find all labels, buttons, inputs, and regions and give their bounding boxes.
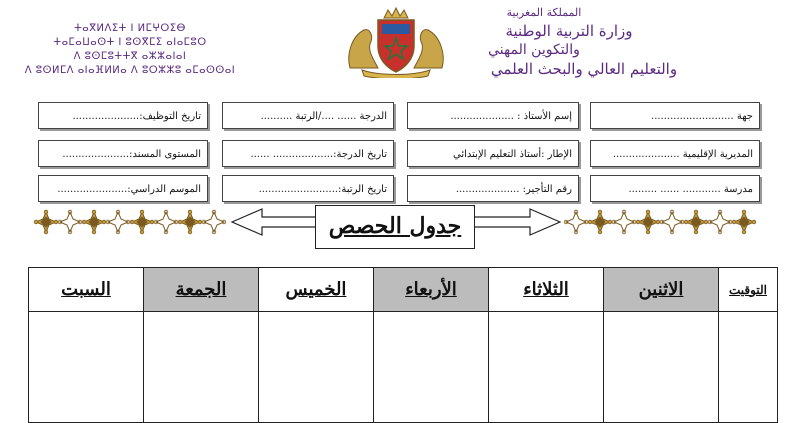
arabic-kingdom: المملكة المغربية xyxy=(506,6,582,19)
field-school-year[interactable]: الموسم الدراسي:...................... xyxy=(38,175,208,202)
table-row xyxy=(29,312,778,423)
morocco-coat-of-arms-icon xyxy=(340,6,452,78)
field-school[interactable]: مدرسة ............ ...... ......... xyxy=(590,175,760,202)
column-thursday: الخميس xyxy=(259,268,374,312)
column-tuesday: الثلاثاء xyxy=(489,268,604,312)
cell-thursday[interactable] xyxy=(259,312,374,423)
tifinagh-header xyxy=(0,22,260,78)
page-title: جدول الحصص xyxy=(328,213,462,239)
arabic-header xyxy=(439,4,769,79)
column-wednesday: الأربعاء xyxy=(374,268,489,312)
tifinagh-line-4: ⴷ ⵓⵙⵍⵎⴷ ⴰⵏⴰⴼⵍⵍⴰ ⴷ ⵓⵔⵣⵣⵓ ⴰⵎⴰⵙⵙⴰⵏ xyxy=(24,65,236,76)
cell-friday[interactable] xyxy=(144,312,259,423)
timetable xyxy=(28,267,778,423)
field-teacher-name[interactable]: إسم الأستاذ : .................... xyxy=(407,102,579,129)
arabic-training: والتكوين المهني xyxy=(488,42,580,58)
cell-saturday[interactable] xyxy=(29,312,144,423)
tifinagh-line-1: ⵜⴰⴳⵍⴷⵉⵜ ⵏ ⵍⵎⵖⵔⵉⴱ xyxy=(74,23,186,34)
field-grade-rank[interactable]: الدرجة ...... ..../الرتبة .......... xyxy=(222,102,394,129)
field-payroll-number[interactable]: رقم التأجير: .................... xyxy=(407,175,579,202)
arabic-ministry: وزارة التربية الوطنية xyxy=(505,22,633,40)
column-monday: الاثنين xyxy=(604,268,719,312)
tifinagh-line-2: ⵜⴰⵎⴰⵡⴰⵙⵜ ⵏ ⵓⵙⴳⵎⵉ ⴰⵏⴰⵎⵓⵔ xyxy=(53,37,207,48)
field-assigned-level[interactable]: المستوى المسند:..................... xyxy=(38,140,208,167)
title-box xyxy=(315,205,475,249)
cell-wednesday[interactable] xyxy=(374,312,489,423)
arabic-higher-ed: والتعليم العالي والبحث العلمي xyxy=(490,60,678,78)
field-framework[interactable]: الإطار :أستاذ التعليم الإبتدائي xyxy=(407,140,579,167)
timetable-header-row xyxy=(29,268,778,312)
field-provincial-directorate[interactable]: المديرية الإقليمية ..................... xyxy=(590,140,760,167)
field-rank-date[interactable]: تاريخ الرتبة:......................... xyxy=(222,175,394,202)
cell-tuesday[interactable] xyxy=(489,312,604,423)
field-grade-date[interactable]: تاريخ الدرجة:................... ...... xyxy=(222,140,394,167)
column-saturday: السبت xyxy=(29,268,144,312)
field-region[interactable]: جهة .......................... xyxy=(590,102,760,129)
column-time: التوقيت xyxy=(719,268,778,312)
cell-monday[interactable] xyxy=(604,312,719,423)
tifinagh-line-3: ⴷ ⵓⵙⵎⵓⵜⵜⴳ ⴰⵣⵣⴰⵏⴰⵏ xyxy=(73,51,187,62)
field-hire-date[interactable]: تاريخ التوظيف:..................... xyxy=(38,102,208,129)
cell-time[interactable] xyxy=(719,312,778,423)
column-friday: الجمعة xyxy=(144,268,259,312)
